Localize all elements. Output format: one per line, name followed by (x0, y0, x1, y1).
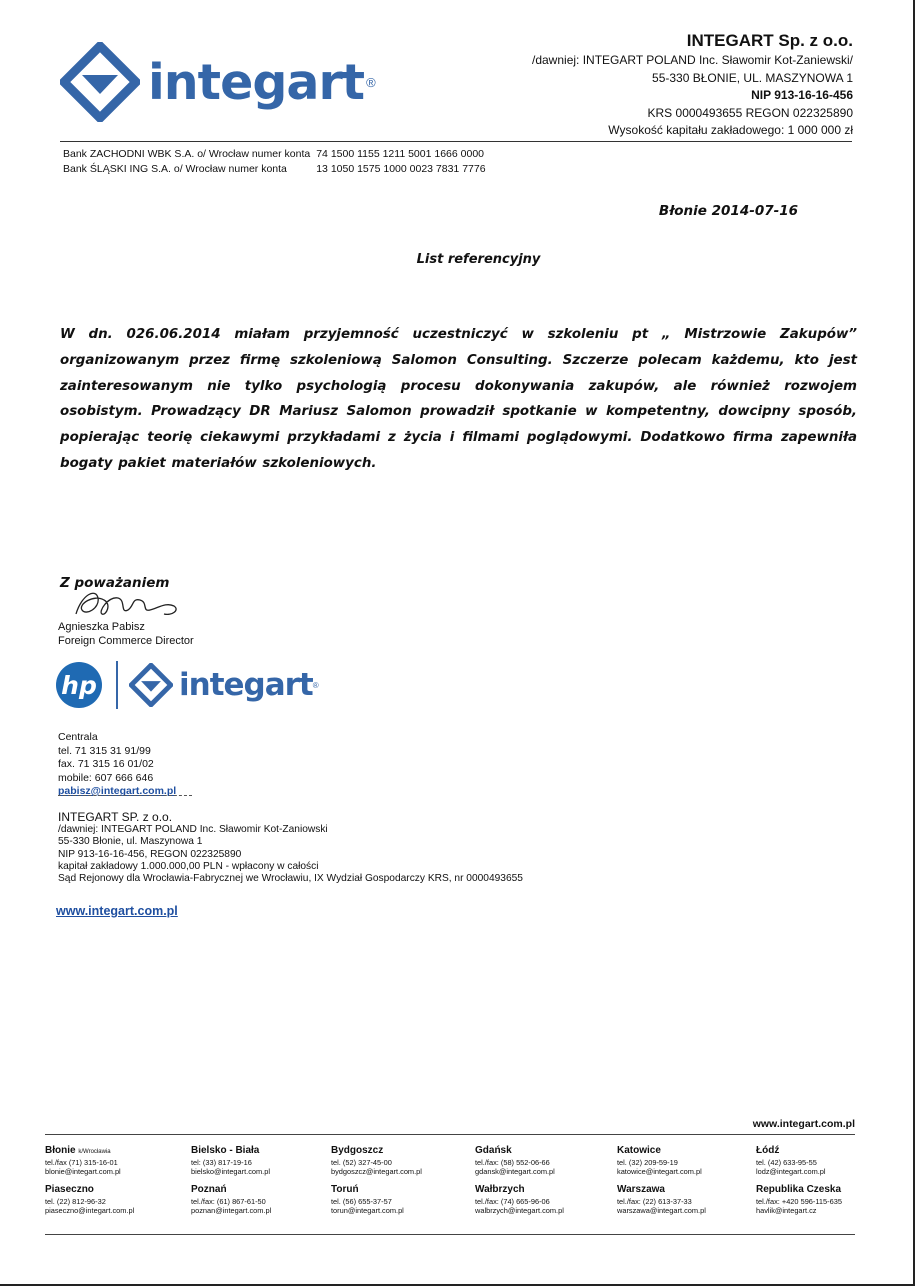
company-info (532, 30, 853, 140)
branch-email: walbrzych@integart.com.pl (475, 1206, 564, 1216)
branch-city (45, 1145, 191, 1158)
logo-wordmark: integart (148, 53, 365, 111)
branch-city-name: Republika Czeska (756, 1183, 842, 1195)
branch-item (756, 1184, 856, 1216)
footer-website: www.integart.com.pl (752, 1118, 855, 1130)
branch-item (756, 1145, 856, 1177)
contact-email-link[interactable]: pabisz@integart.com.pl (58, 785, 177, 797)
branch-city (331, 1184, 475, 1197)
company-nip: NIP 913-16-16-456 (751, 88, 853, 102)
branch-phone: tel. (56) 655-37-57 (331, 1196, 392, 1206)
bank-name: Bank ZACHODNI WBK S.A. o/ Wrocław numer konta (63, 148, 311, 160)
letter-date: Błonie 2014-07-16 (658, 203, 798, 219)
branch-email: gdansk@integart.com.pl (475, 1167, 555, 1177)
branch-email: warszawa@integart.com.pl (617, 1206, 706, 1216)
bank-row (63, 162, 486, 177)
branch-city-name: Gdańsk (475, 1145, 512, 1156)
integart-diamond-icon (60, 42, 140, 122)
signer-name: Agnieszka Pabisz (58, 621, 145, 633)
dashed-divider (58, 795, 192, 796)
partner-logos (56, 661, 319, 709)
contact-details (58, 731, 176, 799)
branch-email: lodz@integart.com.pl (756, 1167, 826, 1177)
letter-closing: Z poważaniem (60, 575, 170, 591)
bank-name: Bank ŚLĄSKI ING S.A. o/ Wrocław numer konta (63, 163, 287, 175)
branch-city (617, 1184, 756, 1197)
branch-item (191, 1184, 331, 1216)
branch-city-name: Toruń (331, 1183, 359, 1195)
letter-subject: List referencyjny (416, 252, 541, 267)
handwritten-signature (68, 584, 188, 624)
branch-email: torun@integart.com.pl (331, 1206, 404, 1216)
branch-city (475, 1145, 617, 1158)
branch-item (617, 1145, 756, 1177)
branch-email: bielsko@integart.com.pl (191, 1167, 270, 1177)
branch-phone: tel. (22) 812-96-32 (45, 1196, 106, 1206)
legal-nip: NIP 913-16-16-456, REGON 022325890 (58, 848, 242, 860)
branch-phone: tel. (42) 633-95-55 (756, 1158, 817, 1167)
signer (58, 621, 194, 648)
bank-row (63, 147, 486, 162)
branch-city-name: Błonie (45, 1145, 76, 1156)
company-capital: Wysokość kapitału zakładowego: 1 000 000 zł (608, 123, 853, 137)
branch-item (331, 1184, 475, 1216)
bank-account-number: 13 1050 1575 1000 0023 7831 7776 (316, 163, 486, 175)
branch-city (756, 1184, 856, 1197)
header-divider (60, 141, 852, 142)
branch-city (331, 1145, 475, 1158)
branch-phone: tel./fax: (61) 867-61-50 (191, 1196, 266, 1206)
legal-info (58, 810, 523, 885)
branch-email: katowice@integart.com.pl (617, 1167, 702, 1177)
branch-list (45, 1145, 865, 1216)
legal-formerly: /dawniej: INTEGART POLAND Inc. Sławomir Kot-Zaniowski (58, 824, 328, 835)
branch-city-name: Katowice (617, 1145, 661, 1156)
branch-email: piaseczno@integart.com.pl (45, 1206, 135, 1216)
contact-mobile: mobile: 607 666 646 (58, 771, 154, 784)
branch-city (756, 1145, 856, 1158)
legal-court: Sąd Rejonowy dla Wrocławia-Fabrycznej we Wrocławiu, IX Wydział Gospodarczy KRS, nr 0000493655 (58, 873, 523, 885)
branch-city-name: Warszawa (617, 1183, 665, 1195)
branch-item (45, 1145, 191, 1177)
contact-label: Centrala (58, 731, 98, 743)
website-link[interactable]: www.integart.com.pl (56, 904, 178, 918)
branch-city (617, 1145, 756, 1158)
integart-diamond-icon (129, 663, 173, 707)
footer-divider-bottom (45, 1234, 855, 1235)
branch-phone: tel./fax: (74) 665-96-06 (475, 1196, 550, 1206)
branch-city-name: Piaseczno (45, 1183, 94, 1195)
company-krs-regon: KRS 0000493655 REGON 022325890 (647, 105, 853, 120)
branch-item (45, 1184, 191, 1216)
branch-phone: tel./fax (71) 315-16-01 (45, 1158, 118, 1167)
company-formerly: /dawniej: INTEGART POLAND Inc. Sławomir Kot-Zaniewski/ (532, 53, 853, 67)
branch-phone: tel./fax: +420 596-115-635 (756, 1196, 842, 1206)
branch-item (191, 1145, 331, 1177)
branch-city (45, 1184, 191, 1197)
branch-email: poznan@integart.com.pl (191, 1206, 272, 1216)
legal-address: 55-330 Błonie, ul. Maszynowa 1 (58, 836, 203, 848)
bank-account-number: 74 1500 1155 1211 5001 1666 0000 (316, 148, 484, 160)
branch-email: bydgoszcz@integart.com.pl (331, 1167, 422, 1177)
branch-item (617, 1184, 756, 1216)
branch-city-name: Poznań (191, 1183, 227, 1195)
contact-phone: tel. 71 315 31 91/99 (58, 744, 151, 757)
branch-phone: tel./fax: (22) 613-37-33 (617, 1196, 692, 1206)
logo-wordmark: integart (179, 667, 313, 703)
branch-email: blonie@integart.com.pl (45, 1167, 121, 1177)
branch-phone: tel./fax: (58) 552-06-66 (475, 1158, 550, 1167)
branch-city-suffix: k/Wrocławia (78, 1149, 111, 1155)
branch-phone: tel. (52) 327-45-00 (331, 1158, 392, 1167)
branch-city (191, 1145, 331, 1158)
branch-city-name: Wałbrzych (475, 1183, 525, 1195)
footer-divider-top (45, 1134, 855, 1135)
legal-company-name: INTEGART SP. z o.o. (58, 810, 173, 824)
branch-city-name: Bydgoszcz (331, 1145, 384, 1156)
branch-city-name: Łódź (756, 1145, 780, 1156)
company-address: 55-330 BŁONIE, UL. MASZYNOWA 1 (652, 70, 853, 85)
contact-fax: fax. 71 315 16 01/02 (58, 758, 154, 770)
signer-title: Foreign Commerce Director (58, 634, 194, 647)
branch-city (191, 1184, 331, 1197)
branch-email: havlik@integart.cz (756, 1206, 817, 1216)
hp-logo: hp (56, 662, 102, 708)
logo-registered-mark: ® (366, 74, 376, 90)
branch-phone: tel: (33) 817-19-16 (191, 1158, 252, 1167)
branch-city-name: Bielsko - Biała (191, 1145, 260, 1156)
logo-registered-mark: ® (312, 680, 319, 690)
branch-item (475, 1184, 617, 1216)
bank-accounts (63, 147, 486, 177)
legal-capital: kapitał zakładowy 1.000.000,00 PLN - wpłacony w całości (58, 860, 319, 872)
branch-item (331, 1145, 475, 1177)
branch-city (475, 1184, 617, 1197)
letter-body: W dn. 026.06.2014 miałam przyjemność uczestniczyć w szkoleniu pt „ Mistrzowie Zakupów” organizowanym przez firmę szkoleniową Salomon Consulting. Szczerze polecam każdemu, kto jest zainteresowanym nie tylko psychologią procesu dokonywania zakupów, ale również rozwojem osobistym. Prowadzący DR Mariusz Salomon prowadził spotkanie w kompetentny, dowcipny sposób, popierając teorię ciekawymi przykładami z życia i filmami poglądowymi. Dodatkowo firma zapewniła bogaty pakiet materiałów szkoleniowych. (60, 327, 857, 471)
company-name: INTEGART Sp. z o.o. (686, 31, 853, 50)
branch-phone: tel. (32) 209-59-19 (617, 1158, 678, 1167)
branch-item (475, 1145, 617, 1177)
logo-separator (116, 661, 118, 709)
integart-logo (60, 42, 376, 122)
